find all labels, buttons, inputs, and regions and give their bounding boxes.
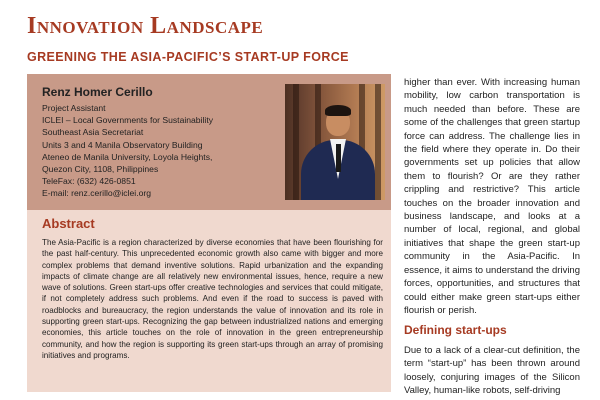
- article-subtitle: GREENING THE ASIA-PACIFIC’S START-UP FORCE: [27, 50, 349, 64]
- section-paragraph: Due to a lack of a clear-cut definition, the term “start-up” has been thrown around loosely, conjuring images of the Silicon Valley, human-like robots, self-driving: [404, 345, 580, 397]
- author-photo: [285, 84, 385, 200]
- author-email: E-mail: renz.cerillo@iclei.org: [42, 188, 152, 199]
- article-title: Innovation Landscape: [27, 13, 264, 39]
- body-paragraph: higher than ever. With increasing human mobility, low carbon transportation is much needed than before. These are some of the challenges that green startup force can address. The challenge lies in the field where they operate in. Do their governments set up policies that allow them to flourish? Or are they rather crippling and restrictive? This article touches on the broader innovation and business landscape, and looks at a number of local, regional, and global initiatives that shape the green start-up community in the Asia-Pacific. In essence, it aims to understand the driving forces, opportunities, and structures that could either make green start-ups either flourish or perish.: [404, 77, 580, 316]
- author-address-line-3: Quezon City, 1108, Philippines: [42, 164, 159, 175]
- author-organization: ICLEI – Local Governments for Sustainability: [42, 115, 214, 126]
- author-details: [42, 84, 277, 200]
- abstract-box: [27, 210, 391, 392]
- author-address-line-1: Units 3 and 4 Manila Observatory Building: [42, 139, 203, 150]
- author-profile-box: [27, 74, 391, 210]
- abstract-body: The Asia-Pacific is a region characterized by diverse economies that have been flourishing for the past half-century. This unprecedented economic growth also came with bigger and more complex problems that demand inventive solutions. Rapid urbanization and the expanding impacts of climate change are all relatively new environmental issues, hence, require a new wave of solutions. Green start-ups offer creative technologies and services that could mitigate, if not completely address such problems. And even if the road to success is paved with roadblocks and bureaucracy, the region understands the value of innovation and its role in supporting green start-ups. Recognizing the gap between industrialized nations and emerging economies, this article touches on the role of innovation in the green entrepreneurship community, and how the region is supporting its green start-ups through an array of promising initiatives and programs.: [42, 238, 383, 360]
- author-position: Project Assistant: [42, 103, 106, 113]
- author-telefax: TeleFax: (632) 426-0851: [42, 176, 136, 187]
- author-address-line-2: Ateneo de Manila University, Loyola Heights,: [42, 151, 213, 162]
- author-secretariat: Southeast Asia Secretariat: [42, 127, 144, 138]
- author-name: Renz Homer Cerillo: [42, 85, 153, 99]
- abstract-heading: Abstract: [42, 216, 95, 231]
- section-heading-defining-start-ups: Defining start-ups: [404, 323, 507, 337]
